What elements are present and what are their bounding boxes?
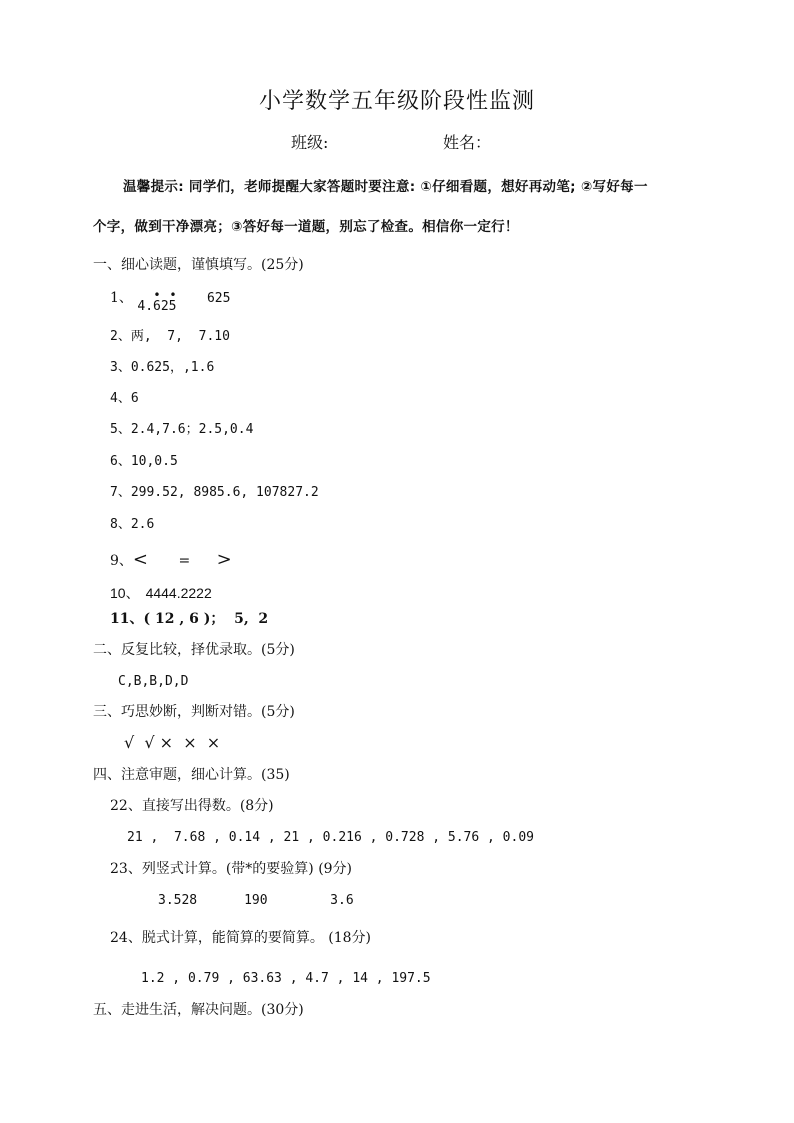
section-3-answer: √ √ × × × [124, 733, 221, 752]
name-label: 姓名： [443, 133, 492, 152]
answer-item-5: 5、2.4,7.6；2.5,0.4 [110, 422, 254, 437]
question-23-title: 23、列竖式计算。(带*的要验算) (9分) [110, 861, 353, 877]
class-label: 班级: [291, 133, 329, 152]
answer-item-6: 6、10,0.5 [110, 454, 178, 469]
tip-line-2: 个字，做到干净漂亮；③答好每一道题，别忘了检查。相信你一定行！ [93, 219, 519, 235]
answer-item-7: 7、299.52, 8985.6, 107827.2 [110, 485, 319, 500]
section-2-title: 二、反复比较，择优录取。(5分) [93, 642, 295, 658]
page-title: 小学数学五年级阶段性监测 [258, 89, 535, 114]
item-number: 1、 [110, 290, 133, 306]
question-22-answer: 21 , 7.68 , 0.14 , 21 , 0.216 , 0.728 , 5.76 , 0.09 [127, 830, 534, 845]
answer-item-1 [110, 288, 231, 314]
question-23-answer: 3.528 190 3.6 [158, 893, 354, 908]
section-3-title: 三、巧思妙断，判断对错。(5分) [93, 704, 295, 720]
section-5-title: 五、走进生活，解决问题。(30分) [93, 1002, 304, 1018]
answer-item-8: 8、2.6 [110, 517, 155, 532]
answer-item-2: 2、两, 7, 7.10 [110, 329, 230, 344]
section-2-answer: C,B,B,D,D [118, 674, 189, 689]
answer-item-4: 4、6 [110, 391, 139, 406]
section-1-title: 一、细心读题，谨慎填写。(25分) [93, 257, 304, 273]
answer-item-10: 10、 4444.2222 [110, 585, 212, 601]
equals-sign: = [178, 553, 191, 569]
recurring-dot: • [153, 288, 161, 302]
question-24-title: 24、脱式计算，能简算的要简算。 (18分) [110, 930, 372, 946]
recurring-dot: • [169, 288, 177, 302]
answer-item-9: 9、< = > [110, 549, 232, 570]
answer-item-11: 11、( 12 , 6 )； 5, 2 [110, 611, 269, 627]
less-than-sign: < [132, 549, 149, 570]
question-24-answer: 1.2 , 0.79 , 63.63 , 4.7 , 14 , 197.5 [141, 971, 431, 986]
greater-than-sign: > [216, 549, 232, 570]
recurring-decimal: 4.625 • • [137, 288, 177, 314]
item-answer: 625 [206, 291, 231, 306]
tip-line-1: 温馨提示: 同学们，老师提醒大家答题时要注意: ①仔细看题，想好再动笔; ②写好每一 [123, 179, 648, 195]
section-4-title: 四、注意审题，细心计算。(35) [93, 767, 290, 783]
question-22-title: 22、直接写出得数。(8分) [110, 798, 274, 814]
answer-item-3: 3、0.625，,1.6 [110, 360, 215, 375]
